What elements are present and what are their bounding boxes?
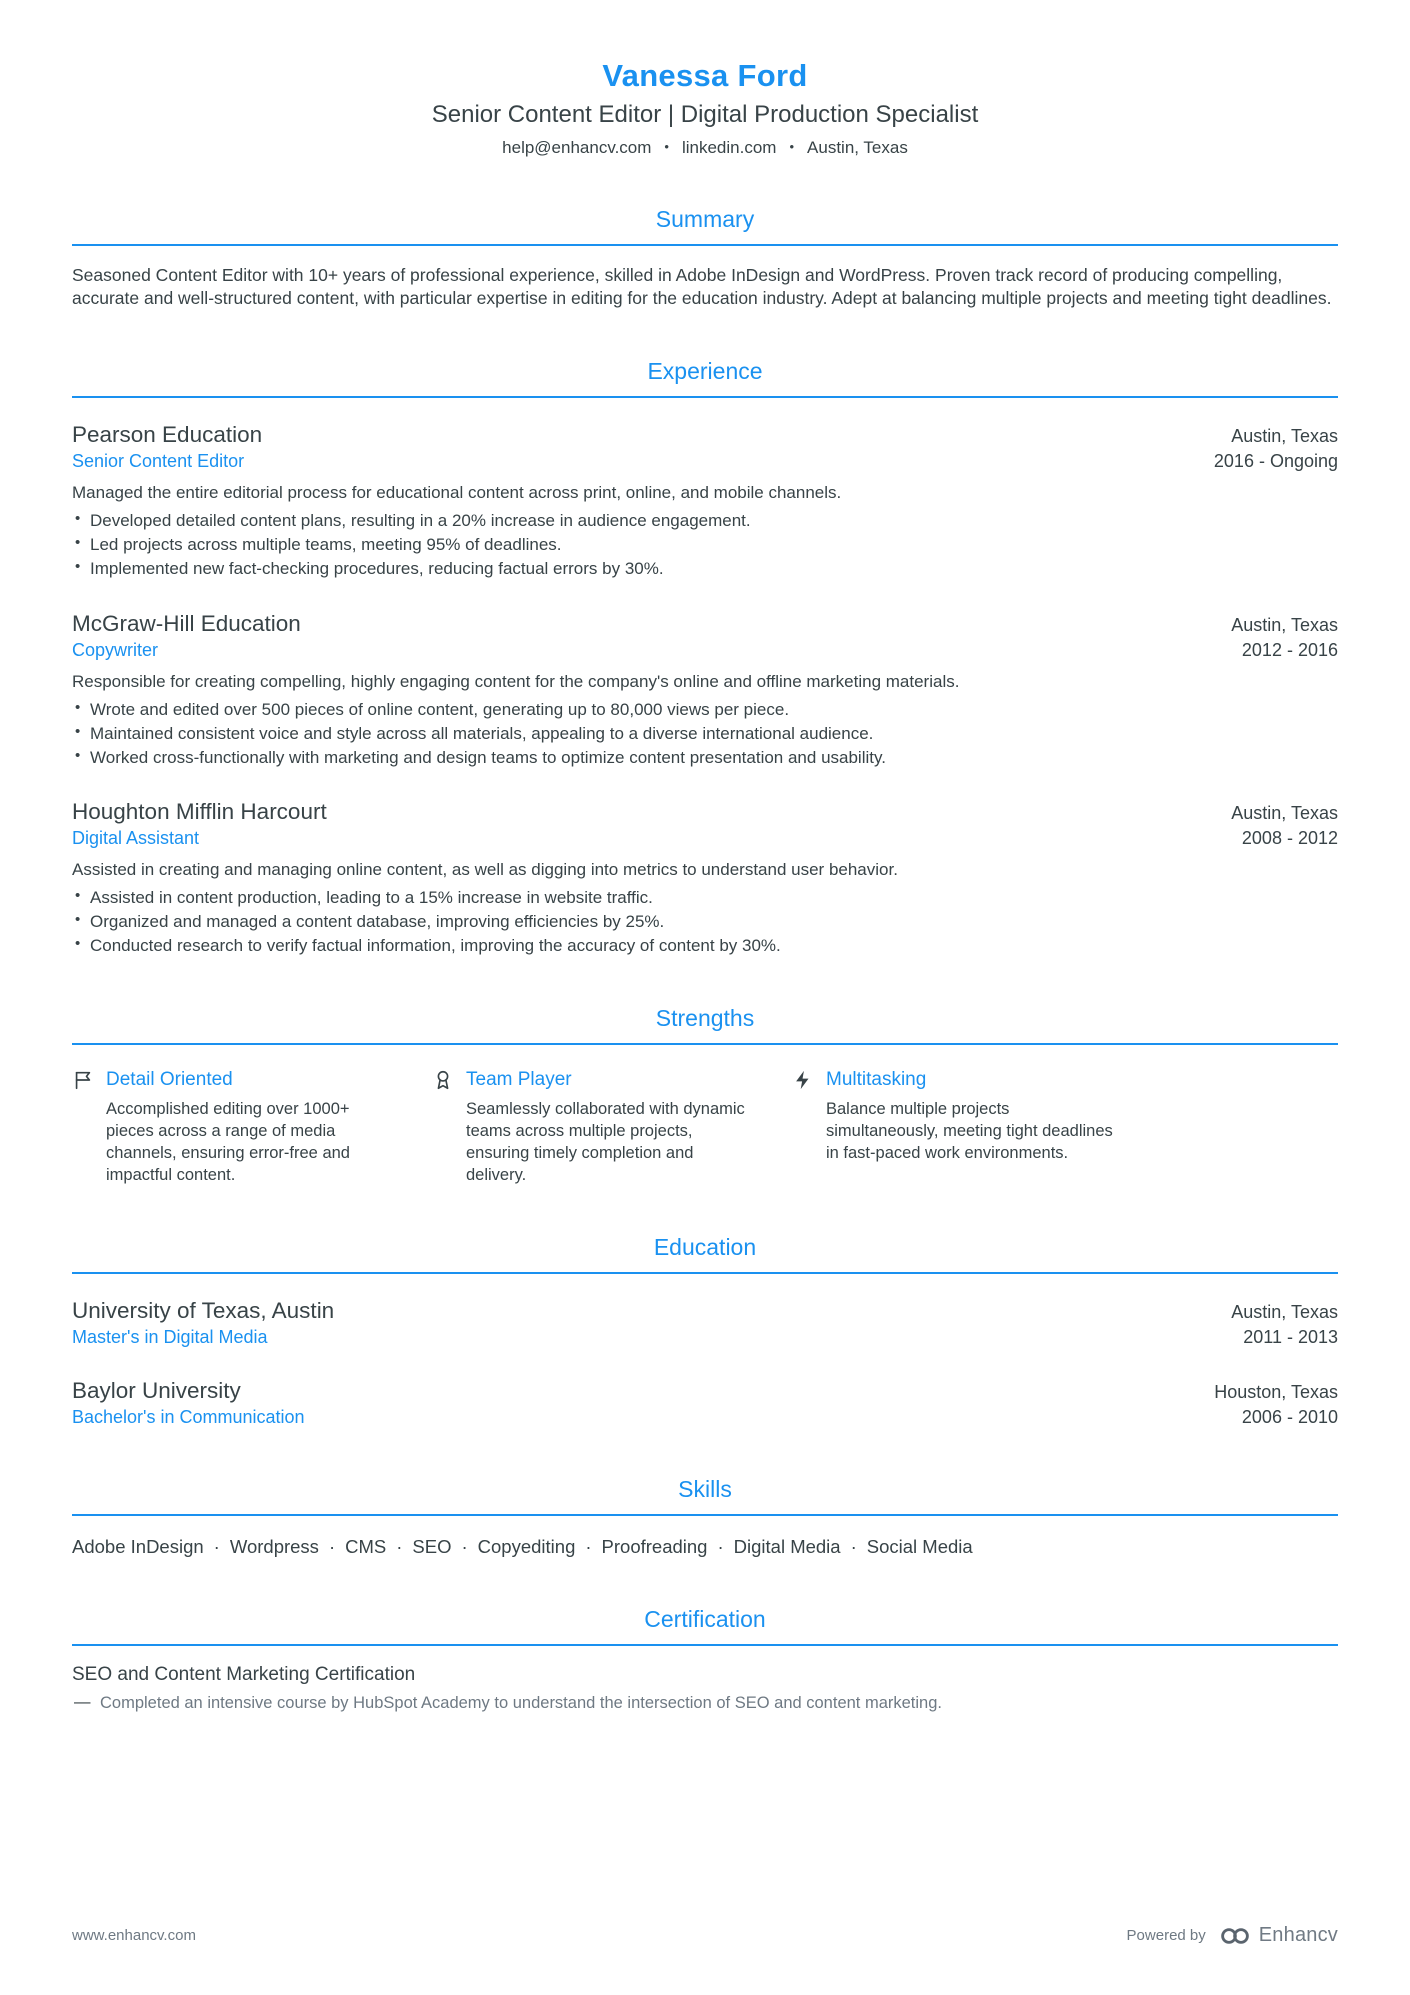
job-bullet: • Maintained consistent voice and style across all materials, appealing to a diverse international audience. <box>72 723 1338 745</box>
job-description: Responsible for creating compelling, highly engaging content for the company's online and offline marketing materials. <box>72 671 960 691</box>
school-location: Houston, Texas <box>1214 1382 1338 1403</box>
page-footer <box>72 1884 1338 1947</box>
strength-item <box>72 1069 394 1186</box>
strengths-heading: Strengths <box>655 1005 755 1032</box>
company-name: Pearson Education <box>72 422 263 448</box>
strengths-grid <box>72 1069 1338 1186</box>
education-heading: Education <box>653 1234 757 1261</box>
job-bullet: • Wrote and edited over 500 pieces of online content, generating up to 80,000 views per piece. <box>72 699 1338 721</box>
summary-section <box>72 206 1338 310</box>
entry-sub-row <box>72 825 1338 849</box>
resume-header <box>72 58 1338 158</box>
degree: Bachelor's in Communication <box>72 1407 305 1428</box>
job-location: Austin, Texas <box>1231 426 1338 447</box>
contact-email[interactable]: help@enhancv.com <box>502 138 652 157</box>
skill-item: · Wordpress <box>204 1536 319 1557</box>
section-heading-skills <box>72 1476 1338 1516</box>
entry-sub-row <box>72 637 1338 661</box>
job-dates: 2012 - 2016 <box>1241 639 1338 660</box>
skill-item: · CMS <box>319 1536 386 1557</box>
company-name: Houghton Mifflin Harcourt <box>72 798 327 824</box>
skill-item: Adobe InDesign <box>72 1536 204 1558</box>
summary-heading: Summary <box>655 206 755 232</box>
section-heading-certification <box>72 1606 1338 1646</box>
strength-title: Detail Oriented <box>106 1069 233 1091</box>
skill-item: · Copyediting <box>451 1536 575 1557</box>
job-location: Austin, Texas <box>1231 802 1338 823</box>
job-location: Austin, Texas <box>1231 614 1338 635</box>
school-name: University of Texas, Austin <box>72 1298 335 1324</box>
certification-description: — Completed an intensive course by HubSpot Academy to understand the intersection of SEO and content marketing. <box>72 1693 1338 1714</box>
job-bullets <box>72 510 1338 580</box>
job-bullet: • Worked cross-functionally with marketing and design teams to optimize content presentation and usability. <box>72 747 1338 769</box>
section-heading-summary <box>72 206 1338 246</box>
experience-heading: Experience <box>647 358 763 385</box>
entry-top-row <box>72 1298 1338 1324</box>
job-bullets <box>72 699 1338 769</box>
enhancv-logo-icon <box>1218 1927 1252 1945</box>
job-bullet: • Developed detailed content plans, resulting in a 20% increase in audience engagement. <box>72 510 1338 532</box>
strength-title: Team Player <box>466 1069 572 1091</box>
job-bullets <box>72 887 1338 957</box>
strength-item <box>432 1069 754 1186</box>
school-name: Baylor University <box>72 1378 241 1404</box>
experience-section <box>72 358 1338 957</box>
school-dates: 2011 - 2013 <box>1243 1327 1338 1348</box>
experience-entry <box>72 799 1338 957</box>
flag-icon <box>72 1069 94 1091</box>
education-section <box>72 1234 1338 1428</box>
school-location: Austin, Texas <box>1231 1302 1338 1323</box>
section-heading-strengths <box>72 1005 1338 1045</box>
powered-by-block <box>1127 1924 1338 1947</box>
skills-heading: Skills <box>678 1476 732 1503</box>
contact-location: • Austin, Texas <box>776 138 907 157</box>
strength-text: Balance multiple projects simultaneously, meeting tight deadlines in fast-paced work environments. <box>826 1100 1113 1162</box>
job-bullet: • Implemented new fact-checking procedures, reducing factual errors by 30%. <box>72 558 1338 580</box>
experience-entry <box>72 611 1338 769</box>
enhancv-brand <box>1218 1924 1338 1947</box>
job-bullet: • Conducted research to verify factual information, improving the accuracy of content by 30%. <box>72 935 1338 957</box>
job-role: Senior Content Editor <box>72 451 245 472</box>
enhancv-wordmark: Enhancv <box>1258 1924 1338 1946</box>
strength-text: Seamlessly collaborated with dynamic teams across multiple projects, ensuring timely completion and delivery. <box>466 1100 745 1184</box>
degree: Master's in Digital Media <box>72 1327 268 1348</box>
skill-item: · Digital Media <box>707 1536 840 1557</box>
school-dates: 2006 - 2010 <box>1241 1407 1338 1428</box>
entry-sub-row <box>72 448 1338 472</box>
experience-entry <box>72 422 1338 580</box>
entry-top-row <box>72 1378 1338 1404</box>
contact-row <box>72 138 1338 158</box>
education-entry <box>72 1378 1338 1428</box>
job-dates: 2016 - Ongoing <box>1213 451 1338 472</box>
job-role: Copywriter <box>72 639 159 660</box>
education-entry <box>72 1298 1338 1348</box>
job-dates: 2008 - 2012 <box>1241 827 1338 848</box>
skill-item: · SEO <box>386 1536 451 1557</box>
powered-by-label: Powered by <box>1126 1927 1206 1944</box>
entry-sub-row <box>72 1324 1338 1348</box>
job-bullet: • Led projects across multiple teams, meeting 95% of deadlines. <box>72 534 1338 556</box>
entry-top-row <box>72 799 1338 825</box>
contact-linkedin[interactable]: • linkedin.com <box>651 138 776 157</box>
entry-top-row <box>72 422 1338 448</box>
strengths-section <box>72 1005 1338 1186</box>
enhancv-website-link[interactable]: www.enhancv.com <box>72 1927 196 1944</box>
skill-item: · Social Media <box>841 1536 973 1557</box>
section-heading-experience <box>72 358 1338 398</box>
strength-text: Accomplished editing over 1000+ pieces across a range of media channels, ensuring error-free and impactful content. <box>106 1100 350 1184</box>
section-heading-education <box>72 1234 1338 1274</box>
summary-text: Seasoned Content Editor with 10+ years of professional experience, skilled in Adobe InDesign and WordPress. Proven track record of producing compelling, accurate and well-structured content, with particular expertise in editing for the education industry. Adept at balancing multiple projects and meeting tight deadlines. <box>72 265 1332 309</box>
job-bullet: • Organized and managed a content database, improving efficiencies by 25%. <box>72 911 1338 933</box>
lightning-icon <box>792 1069 814 1091</box>
medal-icon <box>432 1069 454 1091</box>
entry-top-row <box>72 611 1338 637</box>
job-description: Assisted in creating and managing online content, as well as digging into metrics to understand user behavior. <box>72 859 898 879</box>
skill-item: · Proofreading <box>575 1536 707 1557</box>
job-bullet: • Assisted in content production, leading to a 15% increase in website traffic. <box>72 887 1338 909</box>
job-role: Digital Assistant <box>72 827 200 848</box>
company-name: McGraw-Hill Education <box>72 610 301 636</box>
skills-list <box>72 1536 1338 1558</box>
strength-item <box>792 1069 1114 1186</box>
candidate-name: Vanessa Ford <box>602 58 808 93</box>
candidate-title: Senior Content Editor | Digital Production Specialist <box>431 101 979 128</box>
job-description: Managed the entire editorial process for educational content across print, online, and mobile channels. <box>72 483 842 503</box>
certification-name: SEO and Content Marketing Certification <box>72 1664 416 1686</box>
certification-section <box>72 1606 1338 1714</box>
skills-section <box>72 1476 1338 1558</box>
strength-title: Multitasking <box>826 1069 927 1091</box>
certification-heading: Certification <box>644 1606 766 1633</box>
entry-sub-row <box>72 1404 1338 1428</box>
